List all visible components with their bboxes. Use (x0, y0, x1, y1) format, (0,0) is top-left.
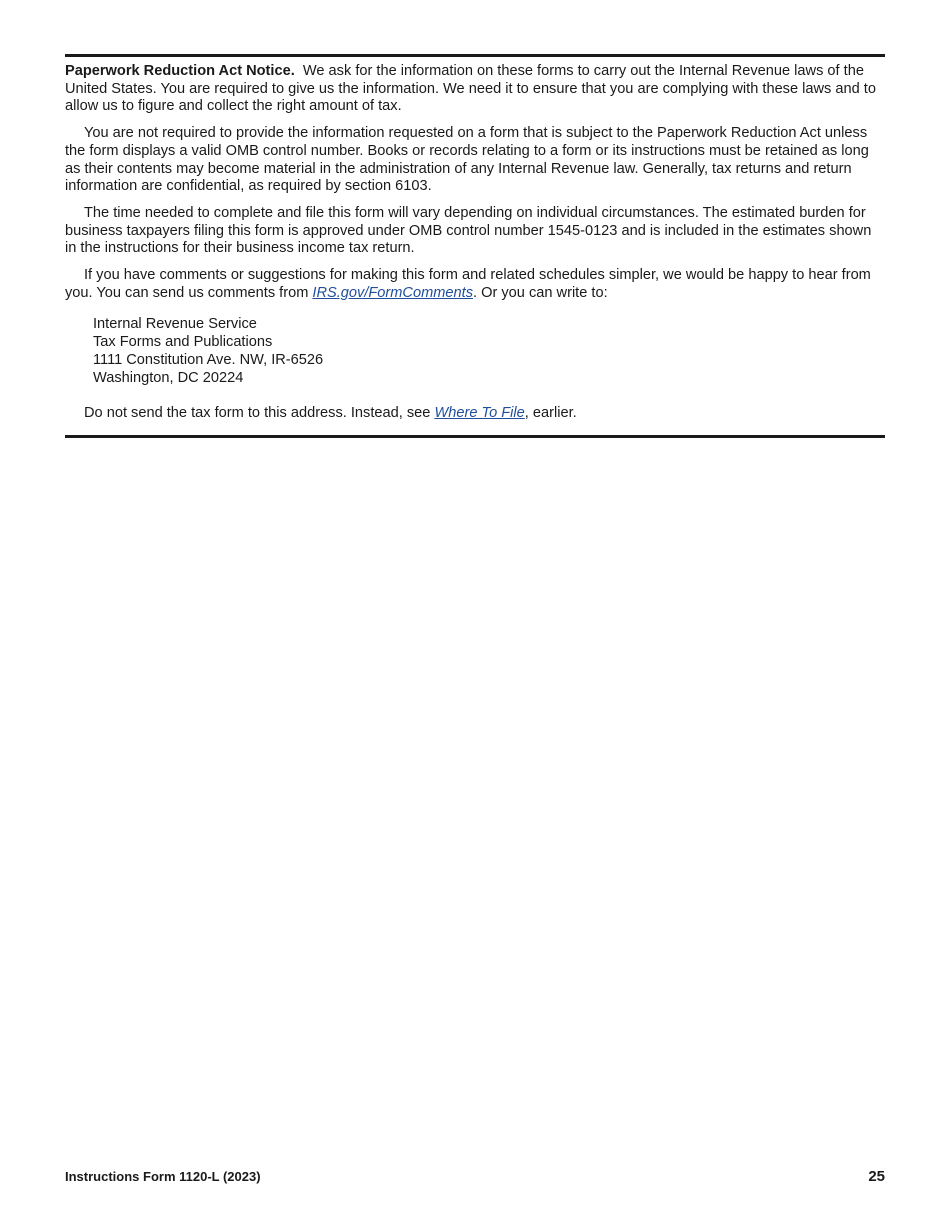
address-line-1: Internal Revenue Service (93, 316, 257, 333)
page-number: 25 (868, 1168, 885, 1185)
form-comments-link[interactable]: IRS.gov/FormComments (312, 284, 473, 301)
notice-paragraph-burden: The time needed to complete and file this form will vary depending on individual circumstances. The estimated burden for business taxpayers filing this form is approved under OMB control number 1545-0123 and is included in the estimates shown in the instructions for their business income tax return. (65, 204, 872, 257)
notice-paragraph-closing (65, 405, 885, 423)
address-line-4: Washington, DC 20224 (93, 369, 244, 386)
comments-text-after: . Or you can write to: (473, 284, 608, 301)
comments-text-before: If you have comments or suggestions for making this form and related schedules simpler, we would be happy to hear from you. You can send us comments from (65, 267, 871, 301)
address-line-3: 1111 Constitution Ave. NW, IR-6526 (93, 351, 324, 368)
where-to-file-link[interactable]: Where To File (434, 405, 525, 422)
notice-paragraph-intro (65, 63, 885, 116)
paperwork-reduction-notice (65, 54, 885, 438)
notice-heading: Paperwork Reduction Act Notice. (65, 63, 295, 79)
closing-text-after: , earlier. (524, 405, 577, 422)
address-line-2: Tax Forms and Publications (93, 334, 273, 351)
notice-paragraph-omb: You are not required to provide the information requested on a form that is subject to the Paperwork Reduction Act unless the form displays a valid OMB control number. Books or records relating to a form or its instructions must be retained as long as their contents may become material in the administration of any Internal Revenue law. Generally, tax returns and return information are confidential, as required by section 6103. (65, 125, 869, 195)
page-footer (65, 1168, 885, 1186)
footer-document-title: Instructions Form 1120-L (2023) (65, 1169, 261, 1184)
notice-paragraph-comments (65, 267, 885, 302)
mailing-address (93, 316, 885, 387)
closing-text-before: Do not send the tax form to this address. Instead, see (84, 405, 435, 422)
notice-intro-text: We ask for the information on these forms to carry out the Internal Revenue laws of the United States. You are required to give us the information. We need it to ensure that you are complying with these laws and to allow us to figure and collect the right amount of tax. (65, 63, 876, 115)
